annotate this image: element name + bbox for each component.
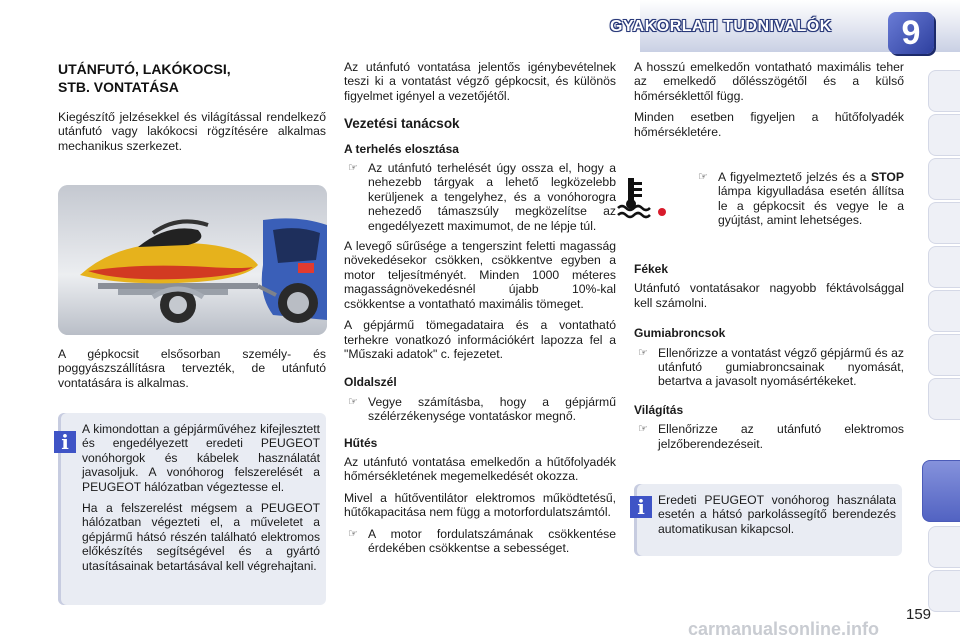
chapter-tab[interactable] [928,202,960,244]
tyres-bullet [634,346,904,389]
towing-illustration [58,185,327,335]
slope-paragraph: A hosszú emelkedőn vontatható maximális teher az emelkedő dőlésszögétől és a külső hőmérséklettől függ. [634,60,904,103]
lighting-title: Világítás [634,402,684,417]
watch-temperature-paragraph: Minden esetben figyeljen a hűtőfolyadék hőmérsékletére. [634,110,904,139]
chapter-tab[interactable] [928,334,960,376]
bullet-text: lámpa kigyulladása esetén állítsa le a gépkocsit és vegye le a gyújtást, amint lehetséges. [718,184,904,228]
cooling-paragraph: Mivel a hűtőventilátor elektromos működtetésű, hűtőkapacitása nem függ a motorfordulatszámtól. [344,490,616,520]
info-box-text [658,493,896,543]
page-number: 159 [906,606,932,623]
watermark: carmanualsonline.info [688,619,880,639]
info-box-parking-sensor [634,484,902,556]
brakes-title: Fékek [634,262,669,276]
cooling-paragraph: Az utánfutó vontatása emelkedőn a hűtőfolyadék hőmérsékletének megemelkedését okozza. [344,454,616,484]
column-3-lower [634,254,904,457]
column-3 [634,60,904,146]
chapter-tab[interactable] [928,570,960,612]
car-purpose-paragraph: A gépkocsit elsősorban személy- és poggyászszállításra tervezték, de utánfutó vontatására is alkalmas. [58,347,326,390]
crosswind-bullet [344,395,616,424]
pointing-hand-icon: ☞ [638,423,648,436]
brakes-paragraph: Utánfutó vontatásakor nagyobb féktávolsággal kell számolni. [634,281,904,310]
pointing-hand-icon: ☞ [348,527,358,540]
info-box-text [82,422,320,580]
driving-advice-title: Vezetési tanácsok [344,116,460,132]
bullet-text: A motor fordulatszámának csökkentése érdekében csökkentse a sebességet. [368,526,616,555]
chapter-tab[interactable] [928,290,960,332]
info-paragraph: A kimondottan a gépjárművéhez kifejlesztett és engedélyezett eredeti PEUGEOT vonóhorgok és kábelek használatát javasoljuk. A vonóhorog felszerelését a PEUGEOT hálózatban végeztesse el. [82,422,320,494]
column-1 [58,60,326,160]
intro-paragraph: Kiegészítő jelzésekkel és világítással rendelkező utánfutó vagy lakókocsi rögzítésére alkalmas mechanikus szerkezet. [58,110,326,153]
bullet-text: Ellenőrizze az utánfutó elektromos jelzőberendezéseit. [658,422,904,451]
info-icon: i [54,431,76,453]
page-header-title: GYAKORLATI TUDNIVALÓK [610,18,832,35]
warning-block [694,170,904,234]
bullet-text: Ellenőrizze a vontatást végző gépjármű és az utánfutó gumiabroncsainak nyomását, betartva a javasolt nyomásértékeket. [658,345,904,389]
info-box-towbar [58,413,326,605]
cooling-title: Hűtés [344,435,378,450]
chapter-tab[interactable] [928,378,960,420]
section-title [58,60,326,96]
bullet-text: Az utánfutó terhelését úgy ossza el, hogy a nehezebb tárgyak a lehető legközelebb kerüljenek a tengelyhez, és a vonóhorogra nehezedő támaszsúly megközelítse az engedélyezett maximumot, de ne lépje túl. [368,161,616,233]
crosswind-title: Oldalszél [344,375,397,390]
chapter-tab[interactable] [928,70,960,112]
section-title-line: UTÁNFUTÓ, LAKÓKOCSI, [58,61,231,77]
bullet-text: A figyelmeztető jelzés és a [718,170,872,184]
intro-paragraph: Az utánfutó vontatása jelentős igénybevételnek teszi ki a vontatást végző gépkocsit, és különös figyelmet igényel a vezetőjétől. [344,60,616,103]
chapter-tabs [928,70,960,630]
load-distribution-title: A terhelés elosztása [344,141,459,156]
section-title-line: STB. VONTATÁSA [58,79,179,95]
chapter-badge: 9 [888,12,934,54]
jetski-trailer-image [58,185,327,335]
warning-bullet [694,170,904,228]
chapter-tab[interactable] [928,114,960,156]
chapter-tab[interactable] [928,158,960,200]
pointing-hand-icon: ☞ [638,346,648,359]
stop-lamp-label: STOP [871,170,904,184]
coolant-temperature-warning-icon [614,176,674,220]
pointing-hand-icon: ☞ [348,162,358,175]
altitude-paragraph: A levegő sűrűsége a tengerszint feletti magasság növekedésekor csökken, csökkentve egyben a motor teljesítményét. Minden 1000 méteres magasságnövekedésnél újabb 10%-kal csökkentse a vontatható maximális tömeget. [344,239,616,311]
documentation-paragraph: A gépjármű tömegadataira és a vontatható terhekre vonatkozó információkért lapozza fel a "Műszaki adatok" c. fejezetet. [344,318,616,361]
column-1-lower [58,347,326,397]
bullet-text: Vegye számításba, hogy a gépjármű szélérzékenysége vontatáskor megnő. [368,394,616,424]
tyres-title: Gumiabroncsok [634,326,726,341]
lighting-bullet [634,422,904,451]
info-icon: i [630,496,652,518]
cooling-bullet [344,527,616,556]
chapter-tab-active[interactable] [922,460,960,522]
chapter-tab[interactable] [928,526,960,568]
pointing-hand-icon: ☞ [348,395,358,408]
info-paragraph: Eredeti PEUGEOT vonóhorog használata esetén a hátsó parkolássegítő berendezés automatikusan kikapcsol. [658,493,896,536]
column-2 [344,60,616,561]
chapter-tab[interactable] [928,246,960,288]
load-bullet [344,161,616,233]
info-paragraph: Ha a felszerelést mégsem a PEUGEOT hálózatban végezteti el, a műveletet a gépjármű hátsó részén található elektromos előkészítés segítségével és a gyártó utasításainak betartásával kell végrehajtani. [82,501,320,573]
pointing-hand-icon: ☞ [698,171,708,183]
